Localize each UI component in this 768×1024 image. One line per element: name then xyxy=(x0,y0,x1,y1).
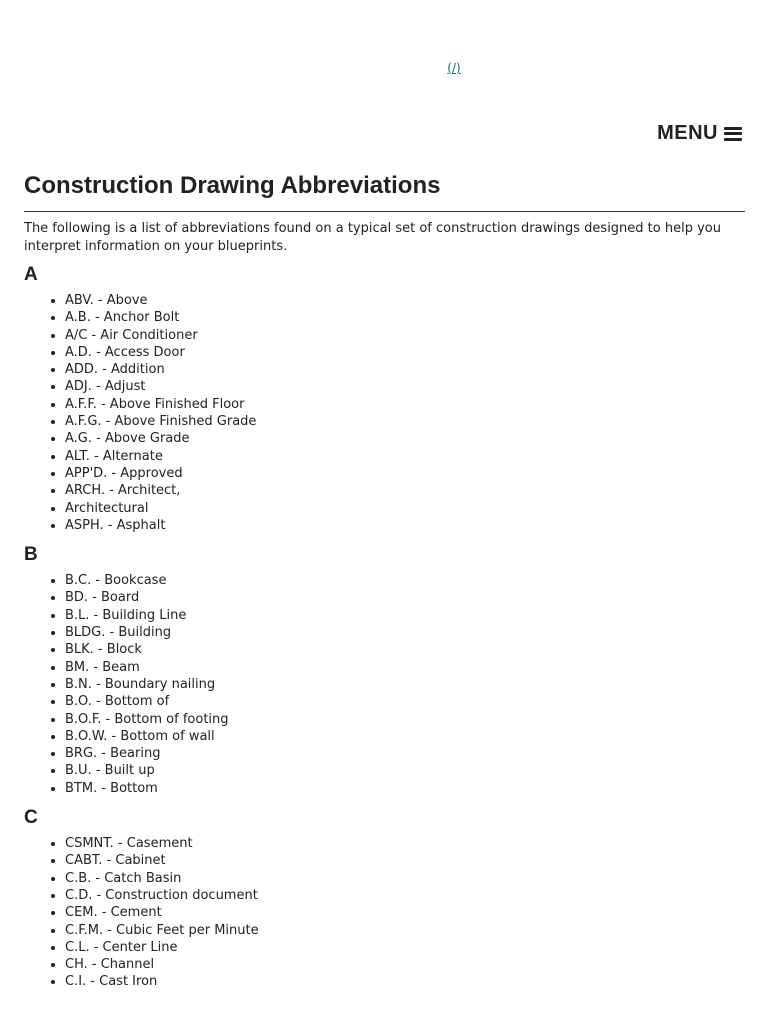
list-item: • A.B. - Anchor Bolt xyxy=(65,309,745,326)
list-item: • A.F.F. - Above Finished Floor xyxy=(65,396,745,413)
list-item: • B.L. - Building Line xyxy=(65,607,745,624)
list-item: • C.I. - Cast Iron xyxy=(65,973,745,990)
list-item: • B.C. - Bookcase xyxy=(65,572,745,589)
list-item: • B.O.W. - Bottom of wall xyxy=(65,728,745,745)
list-item: • BTM. - Bottom xyxy=(65,780,745,797)
list-item: • BLDG. - Building xyxy=(65,624,745,641)
list-item: • B.O.F. - Bottom of footing xyxy=(65,711,745,728)
list-item: • C.F.M. - Cubic Feet per Minute xyxy=(65,922,745,939)
list-item: • A.D. - Access Door xyxy=(65,344,745,361)
page-title: Construction Drawing Abbreviations xyxy=(24,172,441,199)
section-heading-c: C xyxy=(24,807,38,829)
section-heading-b: B xyxy=(24,544,38,566)
section-heading-a: A xyxy=(24,264,38,285)
list-item: • CSMNT. - Casement xyxy=(65,835,745,852)
list-item: • ALT. - Alternate xyxy=(65,448,745,465)
top-link-container xyxy=(0,57,768,76)
list-item: • C.L. - Center Line xyxy=(65,939,745,956)
list-item: • Architectural xyxy=(65,500,745,517)
list-item: • CH. - Channel xyxy=(65,956,745,973)
list-item: • ASPH. - Asphalt xyxy=(65,517,745,534)
list-item: • ABV. - Above xyxy=(65,292,745,309)
abbreviation-list-b xyxy=(24,572,745,797)
list-item: • A/C - Air Conditioner xyxy=(65,327,745,344)
list-item: • CABT. - Cabinet xyxy=(65,852,745,869)
intro-text: The following is a list of abbreviations found on a typical set of construction drawings designed to help you interpret information on your blueprints. xyxy=(24,221,721,254)
menu-button[interactable] xyxy=(657,122,742,145)
list-item: • BLK. - Block xyxy=(65,641,745,658)
list-item: • BRG. - Bearing xyxy=(65,745,745,762)
list-item: • B.O. - Bottom of xyxy=(65,693,745,710)
list-item: • B.N. - Boundary nailing xyxy=(65,676,745,693)
list-item: • C.B. - Catch Basin xyxy=(65,870,745,887)
list-item: • ADJ. - Adjust xyxy=(65,378,745,395)
abbreviation-sections xyxy=(24,264,745,991)
list-item: • BM. - Beam xyxy=(65,659,745,676)
list-item: • A.F.G. - Above Finished Grade xyxy=(65,413,745,430)
title-divider xyxy=(24,211,745,212)
list-item: • C.D. - Construction document xyxy=(65,887,745,904)
main-content xyxy=(24,220,745,1001)
menu-label: MENU xyxy=(657,122,718,144)
abbreviation-list-a xyxy=(24,292,745,534)
list-item: • ARCH. - Architect, xyxy=(65,482,745,499)
list-item: • B.U. - Built up xyxy=(65,762,745,779)
abbreviation-list-c xyxy=(24,835,745,991)
list-item: • APP'D. - Approved xyxy=(65,465,745,482)
hamburger-icon xyxy=(724,127,742,141)
list-item: • ADD. - Addition xyxy=(65,361,745,378)
list-item: • BD. - Board xyxy=(65,589,745,606)
list-item: • A.G. - Above Grade xyxy=(65,430,745,447)
home-link[interactable]: (/) xyxy=(447,61,461,75)
list-item: • CEM. - Cement xyxy=(65,904,745,921)
